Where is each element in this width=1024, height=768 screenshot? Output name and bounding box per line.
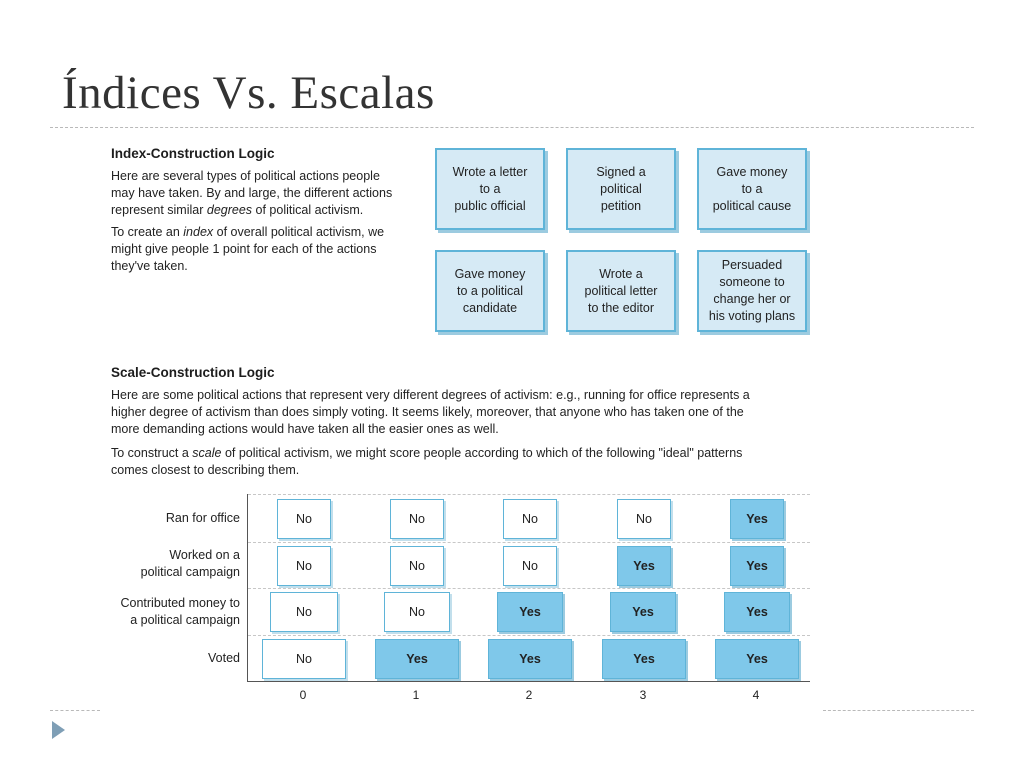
cell-contributed-0: No bbox=[270, 592, 338, 632]
footer-divider-left bbox=[50, 710, 100, 711]
grid-line bbox=[248, 542, 810, 543]
cell-voted-4: Yes bbox=[715, 639, 799, 679]
cell-voted-1: Yes bbox=[375, 639, 459, 679]
index-heading: Index-Construction Logic bbox=[111, 146, 275, 161]
action-box-money-cause: Gave money to a political cause bbox=[697, 148, 807, 230]
cell-worked-0: No bbox=[277, 546, 331, 586]
row-label-voted: Voted bbox=[208, 651, 240, 665]
index-paragraph-2: To create an index of overall political activism, we might give people 1 point for each of the actions they've taken. bbox=[111, 225, 385, 273]
cell-ran-3: No bbox=[617, 499, 671, 539]
row-label-contributed-money: Contributed money to a political campaign bbox=[120, 596, 240, 627]
x-axis-line bbox=[247, 681, 810, 682]
cell-voted-0: No bbox=[262, 639, 346, 679]
slide-title: Índices Vs. Escalas bbox=[62, 67, 435, 119]
cell-worked-2: No bbox=[503, 546, 557, 586]
cell-voted-3: Yes bbox=[602, 639, 686, 679]
cell-contributed-1: No bbox=[384, 592, 450, 632]
cell-ran-4: Yes bbox=[730, 499, 784, 539]
grid-line bbox=[248, 494, 810, 495]
cell-voted-2: Yes bbox=[488, 639, 572, 679]
cell-contributed-3: Yes bbox=[610, 592, 676, 632]
cell-contributed-2: Yes bbox=[497, 592, 563, 632]
row-label-ran-for-office: Ran for office bbox=[165, 511, 240, 525]
cell-ran-1: No bbox=[390, 499, 444, 539]
scale-heading: Scale-Construction Logic bbox=[111, 365, 275, 380]
cell-ran-2: No bbox=[503, 499, 557, 539]
cell-worked-4: Yes bbox=[730, 546, 784, 586]
triangle-bullet-icon bbox=[52, 721, 65, 739]
cell-worked-1: No bbox=[390, 546, 444, 586]
cell-ran-0: No bbox=[277, 499, 331, 539]
action-box-persuaded: Persuaded someone to change her or his voting plans bbox=[697, 250, 807, 332]
scale-paragraph-1: Here are some political actions that represent very different degrees of activism: e.g., running for office represents a higher degree of activism than does simply voting. It seems likely, moreover, that anyone who has taken one of the more demanding actions would have taken all the easier ones as well. bbox=[111, 388, 750, 436]
column-label-1: 1 bbox=[412, 688, 420, 702]
title-divider bbox=[50, 127, 974, 128]
column-label-3: 3 bbox=[639, 688, 647, 702]
grid-line bbox=[248, 588, 810, 589]
action-box-petition: Signed a political petition bbox=[566, 148, 676, 230]
cell-worked-3: Yes bbox=[617, 546, 671, 586]
column-label-2: 2 bbox=[525, 688, 533, 702]
action-box-letter-official: Wrote a letter to a public official bbox=[435, 148, 545, 230]
cell-contributed-4: Yes bbox=[724, 592, 790, 632]
footer-divider-right bbox=[823, 710, 974, 711]
column-label-4: 4 bbox=[752, 688, 760, 702]
scale-paragraph-2: To construct a scale of political activism, we might score people according to which of the following "ideal" patterns comes closest to describing them. bbox=[111, 446, 743, 477]
action-box-money-candidate: Gave money to a political candidate bbox=[435, 250, 545, 332]
action-box-letter-editor: Wrote a political letter to the editor bbox=[566, 250, 676, 332]
grid-line bbox=[248, 635, 810, 636]
row-label-worked-campaign: Worked on a political campaign bbox=[140, 548, 240, 579]
y-axis-line bbox=[247, 494, 248, 682]
index-paragraph-1: Here are several types of political actions people may have taken. By and large, the different actions represent similar degrees of political activism. bbox=[111, 169, 393, 217]
column-label-0: 0 bbox=[299, 688, 307, 702]
